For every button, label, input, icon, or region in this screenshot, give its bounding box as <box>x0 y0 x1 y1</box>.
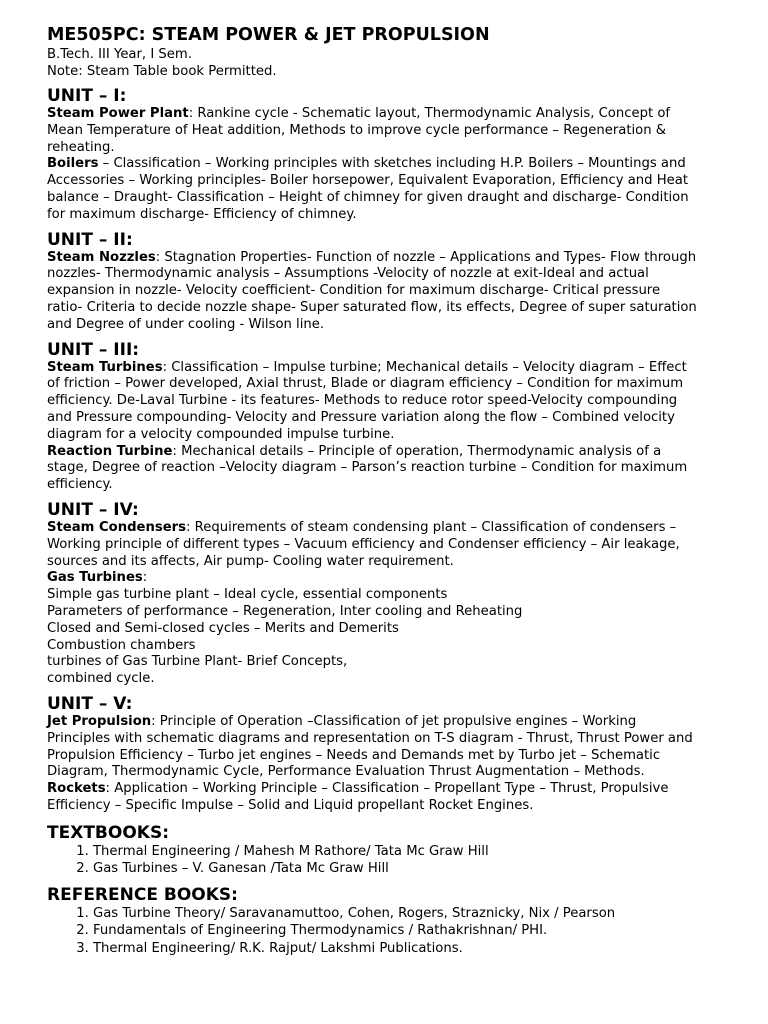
references-list <box>47 905 698 957</box>
textbook-item: 2. Gas Turbines – V. Ganesan /Tata Mc Graw Hill <box>93 860 698 877</box>
topic-separator: : <box>172 443 182 459</box>
topic-label: Rockets <box>47 781 106 797</box>
unit-heading: UNIT – V: <box>47 693 133 714</box>
topic-text: Principle of Operation –Classification of jet propulsive engines – Working Principles with schematic diagrams and representation on T-S diagram - Thrust, Thrust Power and Propulsion Efficiency – Turbo jet engines – Needs and Demands met by Turbo jet – Schematic Diagram, Thermodynamic Cycle, Performance Evaluation Thrust Augmentation – Methods. <box>47 713 693 780</box>
topic-paragraph <box>47 714 698 781</box>
topic-label: Steam Condensers <box>47 519 187 535</box>
topic-separator: : <box>105 781 115 797</box>
topic-label: Steam Turbines <box>47 359 163 375</box>
course-title: ME505PC: STEAM POWER & JET PROPULSION <box>47 25 490 45</box>
reference-item: 1. Gas Turbine Theory/ Saravanamuttoo, Cohen, Rogers, Straznicky, Nix / Pearson <box>93 905 698 922</box>
topic-paragraph <box>47 106 698 156</box>
topic-separator: – <box>98 156 114 172</box>
topic-paragraph <box>47 520 698 570</box>
references-heading: REFERENCE BOOKS: <box>47 885 238 906</box>
unit-5 <box>47 695 698 815</box>
topic-separator: : <box>151 713 160 729</box>
topic-paragraph <box>47 444 698 494</box>
unit-heading: UNIT – II: <box>47 229 133 250</box>
textbooks-section <box>47 824 698 877</box>
topic-paragraph <box>47 250 698 334</box>
topic-line: turbines of Gas Turbine Plant- Brief Concepts, <box>47 654 348 670</box>
topic-text: Rankine cycle - Schematic layout, Thermodynamic Analysis, Concept of Mean Temperature of Heat addition, Methods to improve cycle performance – Regeneration & reheating. <box>47 106 671 155</box>
topic-text: Classification – Impulse turbine; Mechanical details – Velocity diagram – Effect of friction – Power developed, Axial thrust, Blade or diagram efficiency – Condition for maximum efficiency. De-Laval Turbine - its features- Methods to reduce rotor speed-Velocity compounding and Pressure compounding- Velocity and Pressure variation along the flow – Combined velocity diagram for a velocity compounded impulse turbine. <box>47 359 687 442</box>
topic-separator: : <box>162 359 172 375</box>
topic-separator: : <box>186 519 195 535</box>
topic-text: Stagnation Properties- Function of nozzle – Applications and Types- Flow through nozzles- Thermodynamic analysis – Assumptions -Velocity of nozzle at exit-Ideal and actual expansion in nozzle- Velocity coefficient- Condition for maximum discharge- Critical pressure ratio- Criteria to decide nozzle shape- Super saturated flow, its effects, Degree of super saturation and Degree of under cooling - Wilson line. <box>47 249 697 332</box>
unit-heading: UNIT – IV: <box>47 499 139 520</box>
textbook-item: 1. Thermal Engineering / Mahesh M Rathore/ Tata Mc Graw Hill <box>93 843 698 860</box>
unit-1 <box>47 87 698 224</box>
topic-paragraph <box>47 156 698 223</box>
topic-line: Simple gas turbine plant – Ideal cycle, essential components <box>47 587 448 603</box>
topic-paragraph <box>47 570 698 587</box>
reference-item: 3. Thermal Engineering/ R.K. Rajput/ Lakshmi Publications. <box>93 940 698 957</box>
topic-label: Steam Nozzles <box>47 249 156 265</box>
topic-label: Boilers <box>47 156 99 172</box>
textbooks-heading: TEXTBOOKS: <box>47 822 169 843</box>
unit-3 <box>47 341 698 494</box>
topic-text: Mechanical details – Principle of operation, Thermodynamic analysis of a stage, Degree of reaction –Velocity diagram – Parson’s reaction turbine – Condition for maximum efficiency. <box>47 443 688 493</box>
topic-text: Application – Working Principle – Classification – Propellant Type – Thrust, Propulsive Efficiency – Specific Impulse – Solid and Liquid propellant Rocket Engines. <box>47 781 669 813</box>
topic-line: Closed and Semi-closed cycles – Merits and Demerits <box>47 620 399 636</box>
unit-heading: UNIT – I: <box>47 86 127 106</box>
topic-text: Classification – Working principles with sketches including H.P. Boilers – Mountings and Accessories – Working principles- Boiler horsepower, Equivalent Evaporation, Efficiency and Heat balance – Draught- Classification – Height of chimney for given draught and discharge- Condition for maximum discharge- Efficiency of chimney. <box>47 156 689 222</box>
references-section <box>47 886 698 957</box>
unit-2 <box>47 231 698 334</box>
topic-line: Parameters of performance – Regeneration, Inter cooling and Reheating <box>47 603 523 619</box>
topic-separator: : <box>155 249 165 265</box>
course-year: B.Tech. III Year, I Sem. <box>47 47 192 62</box>
topic-label: Jet Propulsion <box>47 713 152 729</box>
topic-label: Steam Power Plant <box>47 106 189 121</box>
unit-4 <box>47 501 698 688</box>
topic-separator: : <box>142 570 148 586</box>
unit-heading: UNIT – III: <box>47 339 140 360</box>
course-note: Note: Steam Table book Permitted. <box>47 64 277 79</box>
topic-paragraph <box>47 360 698 444</box>
topic-label: Reaction Turbine <box>47 443 173 459</box>
topic-line: combined cycle. <box>47 671 155 687</box>
topic-paragraph <box>47 781 698 815</box>
topic-text: Requirements of steam condensing plant – Classification of condensers – Working principle of different types – Vacuum efficiency and Condenser efficiency – Air leakage, sources and its affects, Air pump- Cooling water requirement. <box>47 519 680 569</box>
reference-item: 2. Fundamentals of Engineering Thermodynamics / Rathakrishnan/ PHI. <box>93 922 698 939</box>
topic-label: Gas Turbines <box>47 570 143 586</box>
textbooks-list <box>47 843 698 877</box>
topic-separator: : <box>188 106 198 121</box>
topic-line: Combustion chambers <box>47 637 196 653</box>
